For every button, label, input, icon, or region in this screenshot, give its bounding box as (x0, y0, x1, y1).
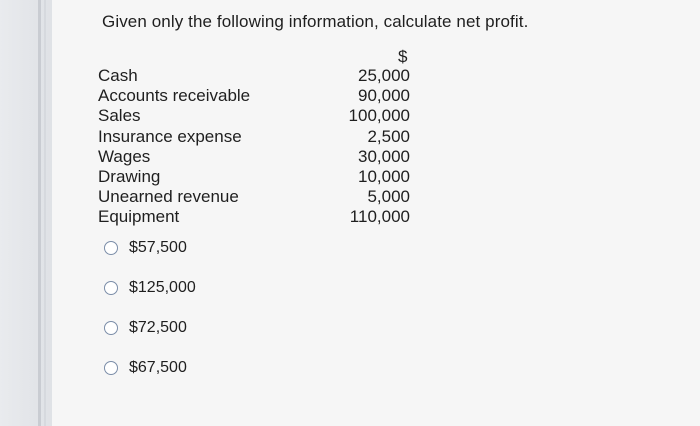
account-label: Unearned revenue (98, 187, 239, 207)
radio-button-icon[interactable] (104, 361, 118, 375)
list-item (98, 147, 418, 167)
account-amount: 90,000 (358, 86, 410, 106)
account-list (98, 66, 418, 228)
account-label: Sales (98, 106, 141, 126)
question-text: Given only the following information, calculate net profit. (102, 12, 529, 31)
list-item (98, 66, 418, 86)
margin-stripe-secondary (44, 0, 46, 426)
answer-option[interactable] (104, 308, 196, 348)
list-item (98, 86, 418, 106)
currency-header: $ (398, 47, 408, 66)
list-item (98, 127, 418, 147)
list-item (98, 106, 418, 126)
option-label[interactable]: $67,500 (129, 359, 187, 376)
account-label: Wages (98, 146, 151, 166)
account-amount: 100,000 (348, 106, 410, 126)
radio-button-icon[interactable] (104, 241, 118, 255)
radio-button-icon[interactable] (104, 321, 118, 335)
list-item (98, 207, 418, 227)
account-amount: 10,000 (358, 166, 410, 186)
radio-button-icon[interactable] (104, 281, 118, 295)
account-label: Cash (98, 66, 138, 85)
account-amount: 2,500 (367, 126, 410, 146)
list-item (98, 187, 418, 207)
account-label: Drawing (98, 166, 161, 186)
margin-stripe (38, 0, 41, 426)
account-amount: 30,000 (358, 146, 410, 166)
option-label[interactable]: $72,500 (129, 319, 187, 336)
account-amount: 110,000 (349, 207, 410, 227)
left-margin-bar (0, 0, 52, 426)
list-item (98, 167, 418, 187)
account-amount: 5,000 (367, 187, 410, 207)
account-label: Equipment (98, 207, 180, 227)
option-label[interactable]: $125,000 (129, 279, 196, 296)
answer-option[interactable] (104, 228, 196, 268)
option-label[interactable]: $57,500 (129, 239, 187, 256)
answer-options (104, 228, 196, 388)
answer-option[interactable] (104, 348, 196, 388)
account-label: Accounts receivable (98, 86, 251, 106)
answer-option[interactable] (104, 268, 196, 308)
account-label: Insurance expense (98, 126, 242, 146)
account-amount: 25,000 (358, 66, 410, 85)
